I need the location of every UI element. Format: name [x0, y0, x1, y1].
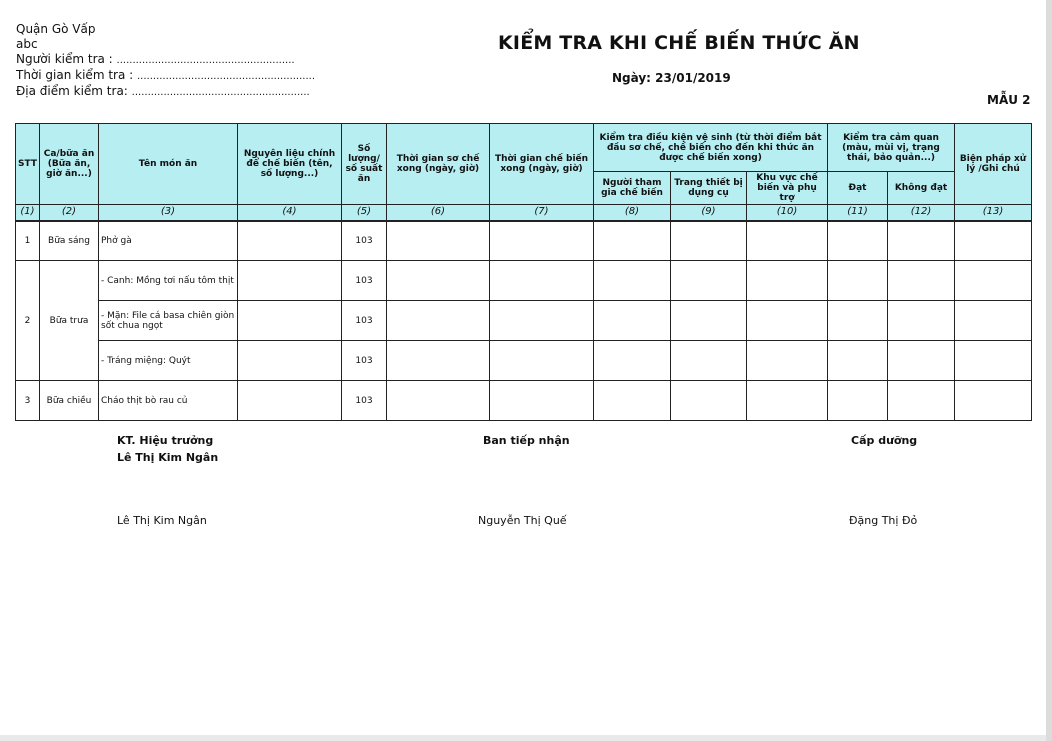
row-portions: 103 [342, 381, 387, 421]
row-stt: 3 [16, 381, 40, 421]
header-sensory: Kiểm tra cảm quan (màu, mùi vị, trạng thái, bảo quản...) [828, 124, 955, 172]
header-hygiene: Kiểm tra điều kiện vệ sinh (từ thời điểm bắt đầu sơ chế, chế biến cho đến khi thức ăn được chế biến xong) [594, 124, 828, 172]
row-meal: Bữa trưa [40, 261, 99, 381]
inspector-label: Người kiểm tra : [16, 52, 113, 66]
row-portions: 103 [342, 301, 387, 341]
index-cell: (13) [955, 205, 1032, 221]
table-row [16, 301, 1032, 341]
place-label: Địa điểm kiểm tra: [16, 84, 128, 98]
table-row [16, 221, 1032, 261]
row-portions: 103 [342, 221, 387, 261]
index-cell: (2) [40, 205, 99, 221]
cook-title: Cấp dưỡng [851, 434, 918, 447]
header-stt: STT [16, 124, 40, 205]
index-cell: (8) [594, 205, 671, 221]
cook-signature-name: Đặng Thị Đỏ [849, 514, 918, 527]
row-portions: 103 [342, 341, 387, 381]
header-dish: Tên món ăn [99, 124, 238, 205]
inspector-line [16, 52, 315, 68]
header-people: Người tham gia chế biến [594, 172, 671, 205]
principal-signature-name: Lê Thị Kim Ngân [117, 514, 207, 527]
row-stt: 1 [16, 221, 40, 261]
row-dish: Cháo thịt bò rau củ [99, 381, 238, 421]
row-stt: 2 [16, 261, 40, 381]
row-dish: - Canh: Mồng tơi nấu tôm thịt [99, 261, 238, 301]
principal-name-top: Lê Thị Kim Ngân [117, 451, 219, 464]
header-equipment: Trang thiết bị dụng cụ [671, 172, 747, 205]
form-code: MẪU 2 [987, 93, 1031, 107]
index-cell: (4) [238, 205, 342, 221]
row-dish: Phở gà [99, 221, 238, 261]
inspection-table [15, 123, 1032, 421]
reception-signature-name: Nguyễn Thị Quế [478, 514, 567, 527]
header-ingredients: Nguyên liệu chính để chế biến (tên, số lượng...) [238, 124, 342, 205]
time-line [16, 68, 315, 84]
index-cell: (5) [342, 205, 387, 221]
header-action: Biện pháp xử lý /Ghi chú [955, 124, 1032, 205]
header-cook-time: Thời gian chế biến xong (ngày, giờ) [490, 124, 594, 205]
table-row [16, 261, 1032, 301]
document-title: KIỂM TRA KHI CHẾ BIẾN THỨC ĂN [498, 32, 860, 54]
index-row [16, 205, 1032, 221]
header-portions: Số lượng/ số suất ăn [342, 124, 387, 205]
vertical-scrollbar[interactable] [1046, 0, 1052, 741]
header-info [16, 22, 315, 100]
index-cell: (1) [16, 205, 40, 221]
district-label: Quận Gò Vấp [16, 22, 96, 36]
row-meal: Bữa chiều [40, 381, 99, 421]
index-cell: (6) [387, 205, 490, 221]
header-pass: Đạt [828, 172, 888, 205]
index-cell: (9) [671, 205, 747, 221]
place-line [16, 84, 315, 100]
index-cell: (11) [828, 205, 888, 221]
table-row [16, 341, 1032, 381]
time-label: Thời gian kiểm tra : [16, 68, 134, 82]
row-meal: Bữa sáng [40, 221, 99, 261]
index-cell: (7) [490, 205, 594, 221]
header-meal: Ca/bữa ăn (Bữa ăn, giờ ăn...) [40, 124, 99, 205]
header-fail: Không đạt [888, 172, 955, 205]
table-row [16, 381, 1032, 421]
index-cell: (12) [888, 205, 955, 221]
principal-title: KT. Hiệu trưởng [117, 434, 214, 447]
place-dots: ........................................................ [131, 87, 310, 98]
reception-title: Ban tiếp nhận [483, 434, 570, 447]
index-cell: (10) [747, 205, 828, 221]
row-dish: - Tráng miệng: Quýt [99, 341, 238, 381]
header-prep-time: Thời gian sơ chế xong (ngày, giờ) [387, 124, 490, 205]
index-cell: (3) [99, 205, 238, 221]
row-portions: 103 [342, 261, 387, 301]
header-area: Khu vực chế biến và phụ trợ [747, 172, 828, 205]
document-date: Ngày: 23/01/2019 [612, 71, 731, 85]
row-dish: - Mặn: File cá basa chiên giòn sốt chua ngọt [99, 301, 238, 341]
time-dots: ........................................................ [137, 71, 316, 82]
inspector-dots: ........................................................ [116, 55, 295, 66]
school-label: abc [16, 37, 38, 51]
